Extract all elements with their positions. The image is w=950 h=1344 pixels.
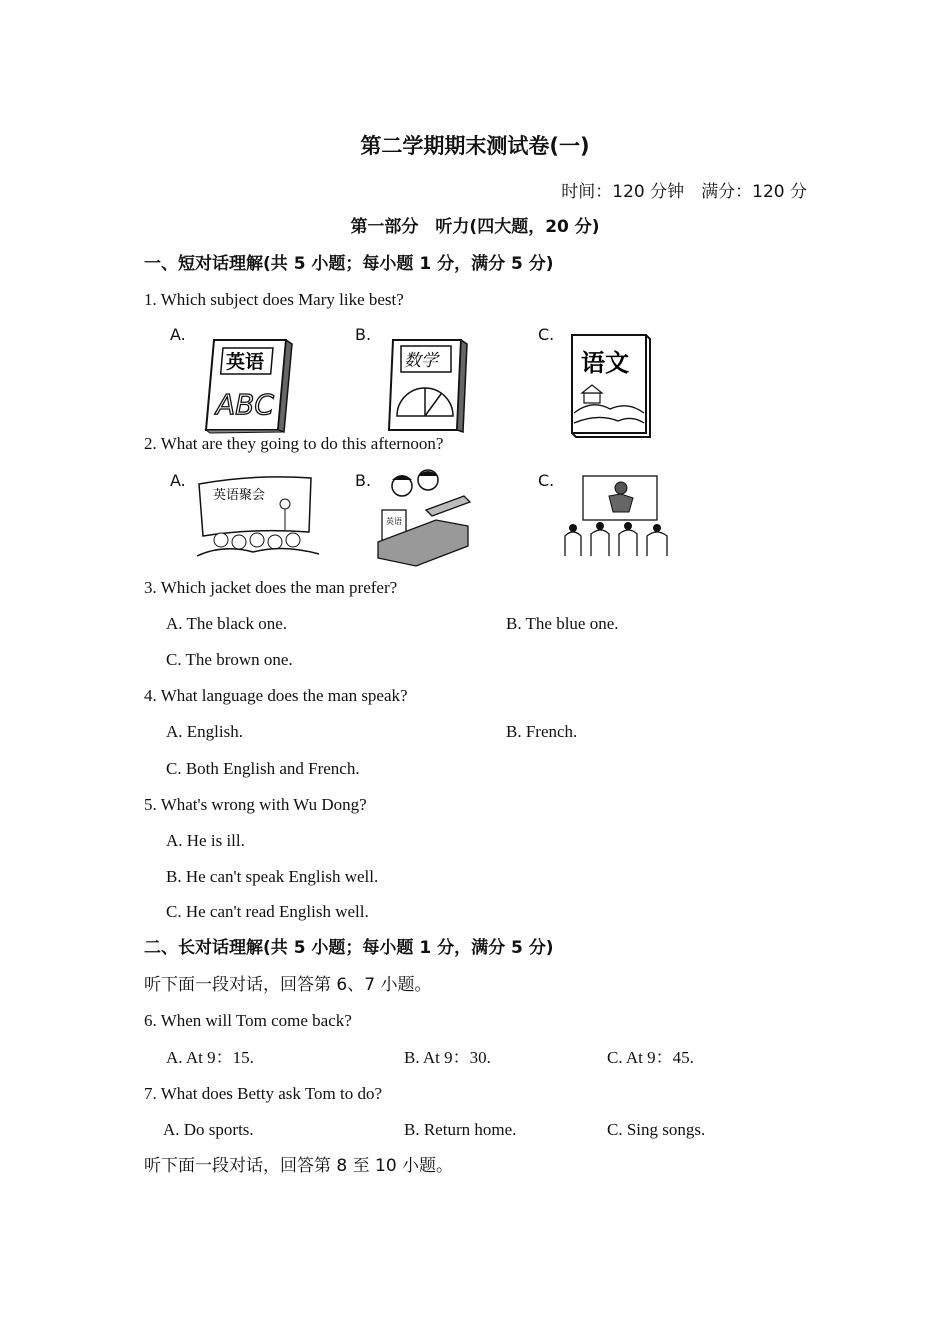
q5-option-b: B. He can't speak English well. bbox=[166, 867, 379, 886]
q3-question: 3. Which jacket does the man prefer? bbox=[144, 578, 398, 597]
q5-option-c: C. He can't read English well. bbox=[166, 902, 369, 921]
q2-option-a-label: A. bbox=[170, 471, 186, 490]
section2-intro-2: 听下面一段对话，回答第 8 至 10 小题。 bbox=[144, 1156, 454, 1176]
q6-option-a: A. At 9：15. bbox=[166, 1048, 254, 1067]
q6-question: 6. When will Tom come back? bbox=[144, 1011, 352, 1030]
q7-option-a: A. Do sports. bbox=[163, 1120, 254, 1139]
q4-option-a: A. English. bbox=[166, 722, 243, 741]
study-illustration bbox=[376, 466, 472, 568]
page-title: 第二学期期末测试卷(一) bbox=[360, 134, 590, 158]
q4-option-c: C. Both English and French. bbox=[166, 759, 360, 778]
q1-option-b-label: B. bbox=[355, 325, 372, 344]
party-sign-text: 英语聚会 bbox=[213, 488, 266, 503]
q3-option-a: A. The black one. bbox=[166, 614, 288, 633]
math-book-title: 数学 bbox=[404, 351, 438, 371]
english-book-title: 英语 bbox=[226, 351, 265, 373]
q4-option-b: B. French. bbox=[506, 722, 578, 741]
english-party-illustration bbox=[193, 470, 323, 556]
study-book-label: 英语 bbox=[386, 517, 402, 526]
q1-option-a-label: A. bbox=[170, 325, 186, 344]
q2-option-b-label: B. bbox=[355, 471, 372, 490]
q5-option-a: A. He is ill. bbox=[166, 831, 245, 850]
section1-heading: 一、短对话理解(共 5 小题；每小题 1 分，满分 5 分) bbox=[144, 254, 554, 274]
q1-question: 1. Which subject does Mary like best? bbox=[144, 290, 404, 309]
english-book-abc: ABC bbox=[216, 388, 274, 421]
q6-option-c: C. At 9：45. bbox=[607, 1048, 694, 1067]
section2-heading: 二、长对话理解(共 5 小题；每小题 1 分，满分 5 分) bbox=[144, 938, 554, 958]
section2-intro-1: 听下面一段对话，回答第 6、7 小题。 bbox=[144, 975, 432, 995]
movie-illustration bbox=[563, 474, 679, 556]
q6-option-b: B. At 9：30. bbox=[404, 1048, 491, 1067]
chinese-book-illustration bbox=[570, 333, 654, 439]
time-info: 时间：120 分钟 满分：120 分 bbox=[561, 182, 807, 202]
q3-option-c: C. The brown one. bbox=[166, 650, 293, 669]
q5-question: 5. What's wrong with Wu Dong? bbox=[144, 795, 367, 814]
q7-question: 7. What does Betty ask Tom to do? bbox=[144, 1084, 383, 1103]
chinese-book-title: 语文 bbox=[581, 349, 629, 377]
q7-option-b: B. Return home. bbox=[404, 1120, 517, 1139]
q2-option-c-label: C. bbox=[538, 471, 555, 490]
q3-option-b: B. The blue one. bbox=[506, 614, 619, 633]
q2-question: 2. What are they going to do this afternoon? bbox=[144, 434, 444, 453]
q7-option-c: C. Sing songs. bbox=[607, 1120, 706, 1139]
part1-heading: 第一部分 听力(四大题，20 分) bbox=[350, 217, 600, 237]
english-book-illustration bbox=[198, 336, 294, 434]
q1-option-c-label: C. bbox=[538, 325, 555, 344]
math-book-illustration bbox=[383, 336, 469, 434]
q4-question: 4. What language does the man speak? bbox=[144, 686, 408, 705]
